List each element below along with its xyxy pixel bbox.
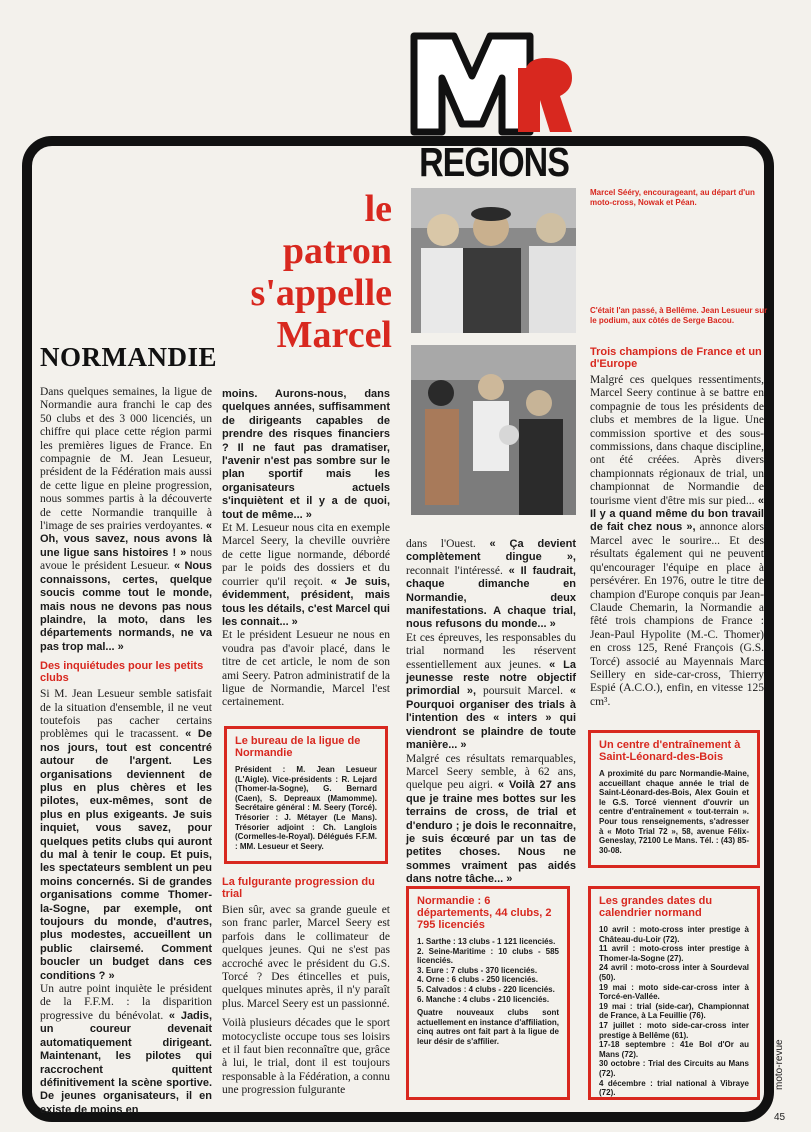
body-text: Et M. Lesueur nous cita en exemple Marcel Seery, la cheville ouvrière de cette ligue normande, débordé par le poids des dossiers et du courrier qu'il reçoit. [222,522,390,588]
list-item: 5. Calvados : 4 clubs - 220 licenciés. [417,984,555,994]
headline-line: Marcel [276,314,392,356]
box-dates [588,886,760,1100]
photo-caption: C'était l'an passé, à Bellême. Jean Lesueur sur le podium, aux côtés de Serge Bacou. [590,306,768,325]
body-text: Et ces épreuves, les responsables du trial normand les réservent essentiellement aux jeunes. [406,631,576,671]
quote: « Je suis, évidemment, président, mais tous les détails, c'est Marcel qui les connait... » [222,575,390,628]
quote: « Oh, vous savez, nous avons là une ligue sans histoires ! » [40,520,212,559]
subheading: Des inquiétudes pour les petits clubs [40,660,204,685]
box-stats [406,886,570,1100]
magazine-name: moto-revue [774,1039,785,1090]
quote: « Pourquoi organiser des trials à l'intention des « inters » qui viendront se plaindre de toute manière... » [406,685,577,752]
page-number: 45 [774,1112,786,1123]
list-item: 24 avril : moto-cross inter à Sourdeval (50). [599,963,749,982]
list-item: 2. Seine-Maritime : 10 clubs - 585 licenciés. [417,946,559,966]
body-text: Et le président Lesueur ne nous en voudra pas d'avoir placé, dans le titre de cet article, le nom de son ami Seery. Patron administratif de la ligue de Normandie, Marcel l'est certainement. [222,629,390,709]
photo-bellene [411,345,576,515]
box-bureau [224,726,388,864]
article-column-4 [590,346,764,709]
list-item: 4. Orne : 6 clubs - 250 licenciés. [417,975,538,985]
quote: « Voilà 27 ans que je traine mes bottes sur les terrains de cross, de trial et d'enduro ; je dois le reconnaitre, je suis écœuré par un tas de petites choses. Nous ne sommes vraiment pas aidés dans notre tâche... » [406,779,576,886]
headline [210,188,392,356]
box-title: Normandie : 6 départements, 44 clubs, 2 795 licenciés [417,895,552,931]
quote: « Il faudrait, chaque dimanche en Normandie, deux manifestations. A chaque trial, nous refusons du monde... » [406,564,576,631]
article-column-1 [40,386,212,1117]
mr-logo-icon [410,28,578,140]
body-text: nous avoue le président Lesueur. [40,546,212,573]
list-item: 17 juillet : moto side-car-cross inter prestige à Bellême (61). [599,1020,749,1040]
article-column-2b [222,876,390,1098]
quote: « La jeunesse reste notre objectif primordial », [406,658,577,698]
quote: « Nous connaissons, certes, quelque soucis comme tout le monde, mais nous ne devons pas nous plaindre, la moto, dans les départements normands, ne va pas trop mal... » [40,560,212,653]
quote: « De nos jours, tout est concentré autour de l'argent. Les organisations deviennent de plus en plus chères et les pilotes, eux-mêmes, sont de plus en plus exigeants. Je suis inquiet, vous savez, pour quelques petits clubs qui auront du mal à tenir le coup. Et puis, les spectateurs semblent un peu moins concernés. Si de grandes organisations comme Thomer-la-Sogne, par exemple, ont toujours du monde, d'autres, plus modestes, accueillent un public clairsemé. Comment boucler un budget dans ces conditions ? » [40,728,212,982]
list-item: 4 décembre : trial national à Vibraye (72). [599,1078,749,1098]
body-text: Malgré ces résultats remarquables, Marcel Seery semble, à 62 ans, quelque peu aigri. [406,752,576,792]
quote: moins. Aurons-nous, dans quelques années, suffisamment de dirigeants capables de prendre des risques financiers ? Il ne faut pas dramatiser, l'avenir n'est pas sombre sur le plan sportif mais les organisateurs actuels s'inquiètent et il y a de quoi, tout de même... » [222,388,390,521]
list-item: 19 mai : trial (side-car), Championnat de France, à La Feuillie (76). [599,1001,749,1021]
intro-text: Dans quelques semaines, la ligue de Normandie aura franchi le cap des 50 clubs et des 3 000 licenciés, un chiffre qui place cette région parmi les premières ligues de France. En compagnie de M. Jean Lesueur, président de la Fédération mais aussi de cette ligue en pleine progression, nous sommes partis à la découverte de cette Normandie tranquille à l'image de ses prairies verdoyantes. [40,386,212,533]
list-item: 1. Sarthe : 13 clubs - 1 121 licenciés. [417,937,556,946]
list-item: 11 avril : moto-cross inter prestige à Thomer-la-Sogne (27). [599,944,749,963]
list-item: 3. Eure : 7 clubs - 370 licenciés. [417,965,538,975]
body-text: Bien sûr, avec sa grande gueule et son franc parler, Marcel Seery est parfois dans le collimateur de quelques jeunes. Qui ne s'est pas accroché avec le président du G.S. Torcé ? Des étincelles et puis, quelques minutes après, il n'y paraît plus. Marcel Seery est un passionné. [222,904,390,1010]
quote: « Jadis, un coureur devenait automatiquement dirigeant. Maintenant, les pilotes qui raccrochent quittent définitivement la scène sportive. De jeunes organisateurs, il en existe de moins en [40,1009,213,1116]
body-text: Si M. Jean Lesueur semble satisfait de la situation d'ensemble, il ne veut toutefois pas cacher certains problèmes qui le tracassent. [40,688,212,741]
box-body: Président : M. Jean Lesueur (L'Aigle). Vice-présidents : R. Lejard (Thomer-la-Sogne), G. Bernard (Caen), S. Depreaux (Mamomme). Secrétaire général : M. Seery (Torcé). Trésorier : J. Métayer (Le Mans). Trésorier adjoint : Ch. Langlois (Cormelles-le-Royal). Délégués F.F.M. : MM. Lesueur et Seery. [235,765,377,851]
headline-line: le [364,188,392,230]
box-title: Le bureau de la ligue de Normandie [235,735,361,759]
article-column-2 [222,388,390,710]
body-text: annonce alors Marcel avec le sourire... Et des résultats également qui ne peuvent qu'encourager l'équipe en place à persévérer. En 1976, outre le titre de champion d'Europe conquis par Jean-Claude Chemarin, la Normandie a fêté trois champions de France : Jean-Paul Hypolite (M.-C. Thomer) en cross 125, René François (G.S. Torcé) associé au Mayennais Marc Seillery en side-car-cross, Thierry Espié (A.C.O.), enfin, en vitesse 125 cm³. [590,521,765,708]
list-item: 10 avril : moto-cross inter prestige à Château-du-Loir (72). [599,925,749,944]
subheading: Trois champions de France et un d'Europe [590,346,762,370]
region-title: NORMANDIE [40,342,217,372]
list-item: 6. Manche : 4 clubs - 210 licenciés. [417,994,550,1004]
body-text: Malgré ces quelques ressentiments, Marcel Seery continue à se battre en compagnie de tous les présidents de clubs et membres de la ligue. Une commission sportive et des sous-commissions, dans chaque discipline, ont été créées. Après divers championnats régionaux de trial, un championnat de Normandie de tourisme vient d'être mis sur pied... [590,374,764,507]
box-body [599,925,749,1098]
list-item: 17-18 septembre : 41e Bol d'Or au Mans (72). [599,1040,749,1059]
box-title: Un centre d'entraînement à Saint-Léonard-des-Bois [599,739,741,763]
subheading: La fulgurante progression du trial [222,876,375,900]
quote: « Ça devient complètement dingue », [406,538,576,564]
photo-podium [411,188,576,333]
list-item: 30 octobre : Trial des Circuits au Mans (72). [599,1059,749,1078]
photo-caption: Marcel Sééry, encourageant, au départ d'un moto-cross, Nowak et Péan. [590,188,755,207]
section-title: RÉGIONS [419,140,569,186]
article-column-3 [406,538,576,887]
box-centre [588,730,760,868]
headline-line: patron [282,230,392,272]
quote: « Il y a quand même du bon travail de fait chez nous », [590,494,765,534]
box-title: Les grandes dates du calendrier normand [599,895,713,919]
body-text: dans l'Ouest. [406,538,476,550]
body-text: reconnait l'intéressé. [406,564,503,577]
headline-line: s'appelle [250,272,392,314]
list-item: 19 mai : moto side-car-cross inter à Torcé-en-Vallée. [599,982,749,1002]
box-body [417,937,559,1047]
body-text: poursuit Marcel. [482,685,563,698]
box-note: Quatre nouveaux clubs sont actuellement en instance d'affiliation, cinq autres ont fait part à la ligue de leur désir de s'affilier. [417,1008,559,1046]
box-body: A proximité du parc Normandie-Maine, accueillant chaque année le trial de Saint-Léonard-des-Bois, Alex Gouin et le G.S. Torcé viennent d'ouvrir un centre d'entraînement « tout-terrain ». Pour tous renseignements, s'adresser à « Moto Trial 72 », 58, avenue Félix-Geneslay, 72100 Le Mans. Tél. : (43) 85-30-08. [599,769,749,855]
body-text: Un autre point inquiète le président de la F.F.M. : la disparition progressive du bénévolat. [40,983,212,1022]
body-text: Voilà plusieurs décades que le sport motocycliste occupe tous ses loisirs et il faut bien reconnaître que, grâce à lui, le trial, dont il est toujours responsable à la Fédération, a connu une progression fulgurante [222,1017,390,1097]
